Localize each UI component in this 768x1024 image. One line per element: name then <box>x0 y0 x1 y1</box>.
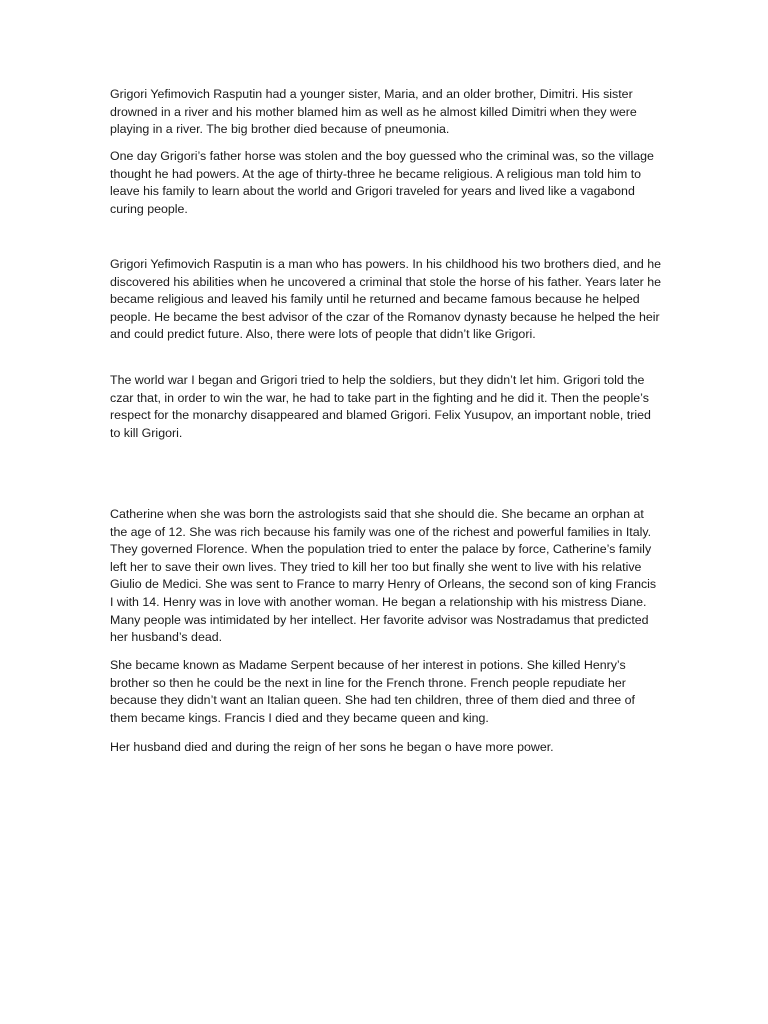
paragraph-catherine-early-life: Catherine when she was born the astrologists said that she should die. She became an orphan at the age of 12. She was rich because his family was one of the richest and powerful families in Italy. They governed Florence. When the population tried to enter the palace by force, Catherine’s family left her to save their own lives. They tried to kill her too but finally she went to live with his relative Giulio de Medici. She was sent to France to marry Henry of Orleans, the second son of king Francis I with 14. Henry was in love with another woman. He began a relationship with his mistress Diane. Many people was intimidated by her intellect. Her favorite advisor was Nostradamus that predicted her husband’s dead. <box>110 507 657 645</box>
paragraph-catherine-serpent: She became known as Madame Serpent because of her interest in potions. She killed Henry’s brother so then he could be the next in line for the French throne. French people repudiate her because they didn’t want an Italian queen. She had ten children, three of them died and three of them became kings. Francis I died and they became queen and king. <box>110 658 635 725</box>
paragraph-rasputin-family: Grigori Yefimovich Rasputin had a younger sister, Maria, and an older brother, Dimitri. His sister drowned in a river and his mother blamed him as well as he almost killed Dimitri when they were playing in a river. The big brother died because of pneumonia. <box>110 87 637 137</box>
paragraph-rasputin-war: The world war I began and Grigori tried to help the soldiers, but they didn’t let him. Grigori told the czar that, in order to win the war, he had to take part in the fighting and he did it. Then the people’s respect for the monarchy disappeared and blamed Grigori. Felix Yusupov, an important noble, tried to kill Grigori. <box>110 373 651 440</box>
paragraph-rasputin-summary: Grigori Yefimovich Rasputin is a man who has powers. In his childhood his two brothers died, and he discovered his abilities when he uncovered a criminal that stole the horse of his father. Years later he became religious and leaved his family until he returned and became famous because he helped people. He became the best advisor of the czar of the Romanov dynasty because he helped the heir and could predict future. Also, there were lots of people that didn’t like Grigori. <box>110 257 662 342</box>
paragraph-catherine-reign: Her husband died and during the reign of her sons he began o have more power. <box>110 740 554 754</box>
paragraph-rasputin-powers: One day Grigori’s father horse was stolen and the boy guessed who the criminal was, so the village thought he had powers. At the age of thirty-three he became religious. A religious man told him to leave his family to learn about the world and Grigori traveled for years and lived like a vagabond curing people. <box>110 149 654 216</box>
